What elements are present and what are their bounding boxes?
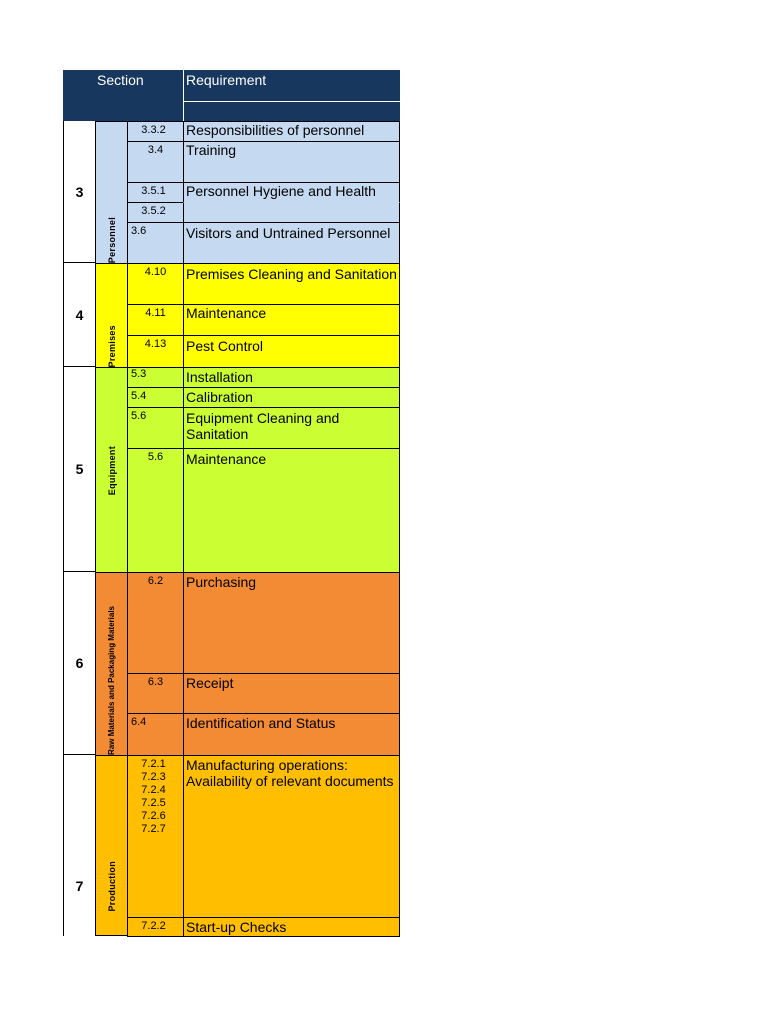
row-number: 3.6: [127, 222, 184, 264]
row-requirement: Start-up Checks: [183, 917, 400, 937]
row-number: 5.3: [127, 367, 184, 388]
row-requirement: Manufacturing operations: Availability of relevant documents: [183, 755, 400, 918]
row-number: 3.3.2: [127, 121, 184, 142]
row-number: 4.10: [127, 263, 184, 305]
section-number-3: 3: [63, 121, 96, 263]
row-number: 6.4: [127, 713, 184, 756]
row-requirement: Receipt: [183, 673, 400, 714]
group-label-personnel: Personnel: [95, 121, 128, 264]
header-requirement-cell: [183, 70, 400, 121]
header-section-label: Section: [97, 72, 144, 88]
group-label-equipment: Equipment: [95, 367, 128, 573]
row-number: 5.4: [127, 387, 184, 408]
header-subcell: [184, 102, 400, 121]
header-section-cell: [63, 70, 183, 121]
group-label-premises: Premises: [95, 263, 128, 368]
group-label-raw-materials: Raw Materials and Packaging Materials: [95, 572, 128, 756]
row-requirement: Personnel Hygiene and Health: [183, 182, 400, 203]
section-number-4: 4: [63, 263, 96, 367]
row-requirement: Equipment Cleaning and Sanitation: [183, 407, 400, 449]
row-number: 7.2.1 7.2.3 7.2.4 7.2.5 7.2.6 7.2.7: [127, 755, 184, 918]
row-number: 7.2.2: [127, 917, 184, 937]
group-label-production: Production: [95, 755, 128, 936]
row-requirement: Maintenance: [183, 448, 400, 573]
row-requirement: Maintenance: [183, 304, 400, 336]
row-number: 3.5.1: [127, 182, 184, 203]
row-requirement: Calibration: [183, 387, 400, 408]
row-number: 3.4: [127, 141, 184, 183]
section-number-7: 7: [75, 877, 84, 894]
row-number: 5.6: [127, 407, 184, 449]
row-requirement: Premises Cleaning and Sanitation: [183, 263, 400, 305]
row-requirement: Training: [183, 141, 400, 183]
row-number: 5.6: [127, 448, 184, 573]
section-number-5: 5: [63, 367, 96, 572]
row-requirement: Installation: [183, 367, 400, 388]
row-requirement: Purchasing: [183, 572, 400, 674]
row-number: 4.13: [127, 335, 184, 368]
row-number: 6.2: [127, 572, 184, 674]
row-requirement: [183, 202, 400, 223]
row-requirement: Visitors and Untrained Personnel: [183, 222, 400, 264]
row-requirement: Identification and Status: [183, 713, 400, 756]
row-requirement: Responsibilities of personnel: [183, 121, 400, 142]
row-number: 4.11: [127, 304, 184, 336]
header-requirement-label: Requirement: [186, 72, 267, 88]
row-requirement: Pest Control: [183, 335, 400, 368]
section-number-6: 6: [63, 572, 96, 755]
row-number: 6.3: [127, 673, 184, 714]
row-number: 3.5.2: [127, 202, 184, 223]
